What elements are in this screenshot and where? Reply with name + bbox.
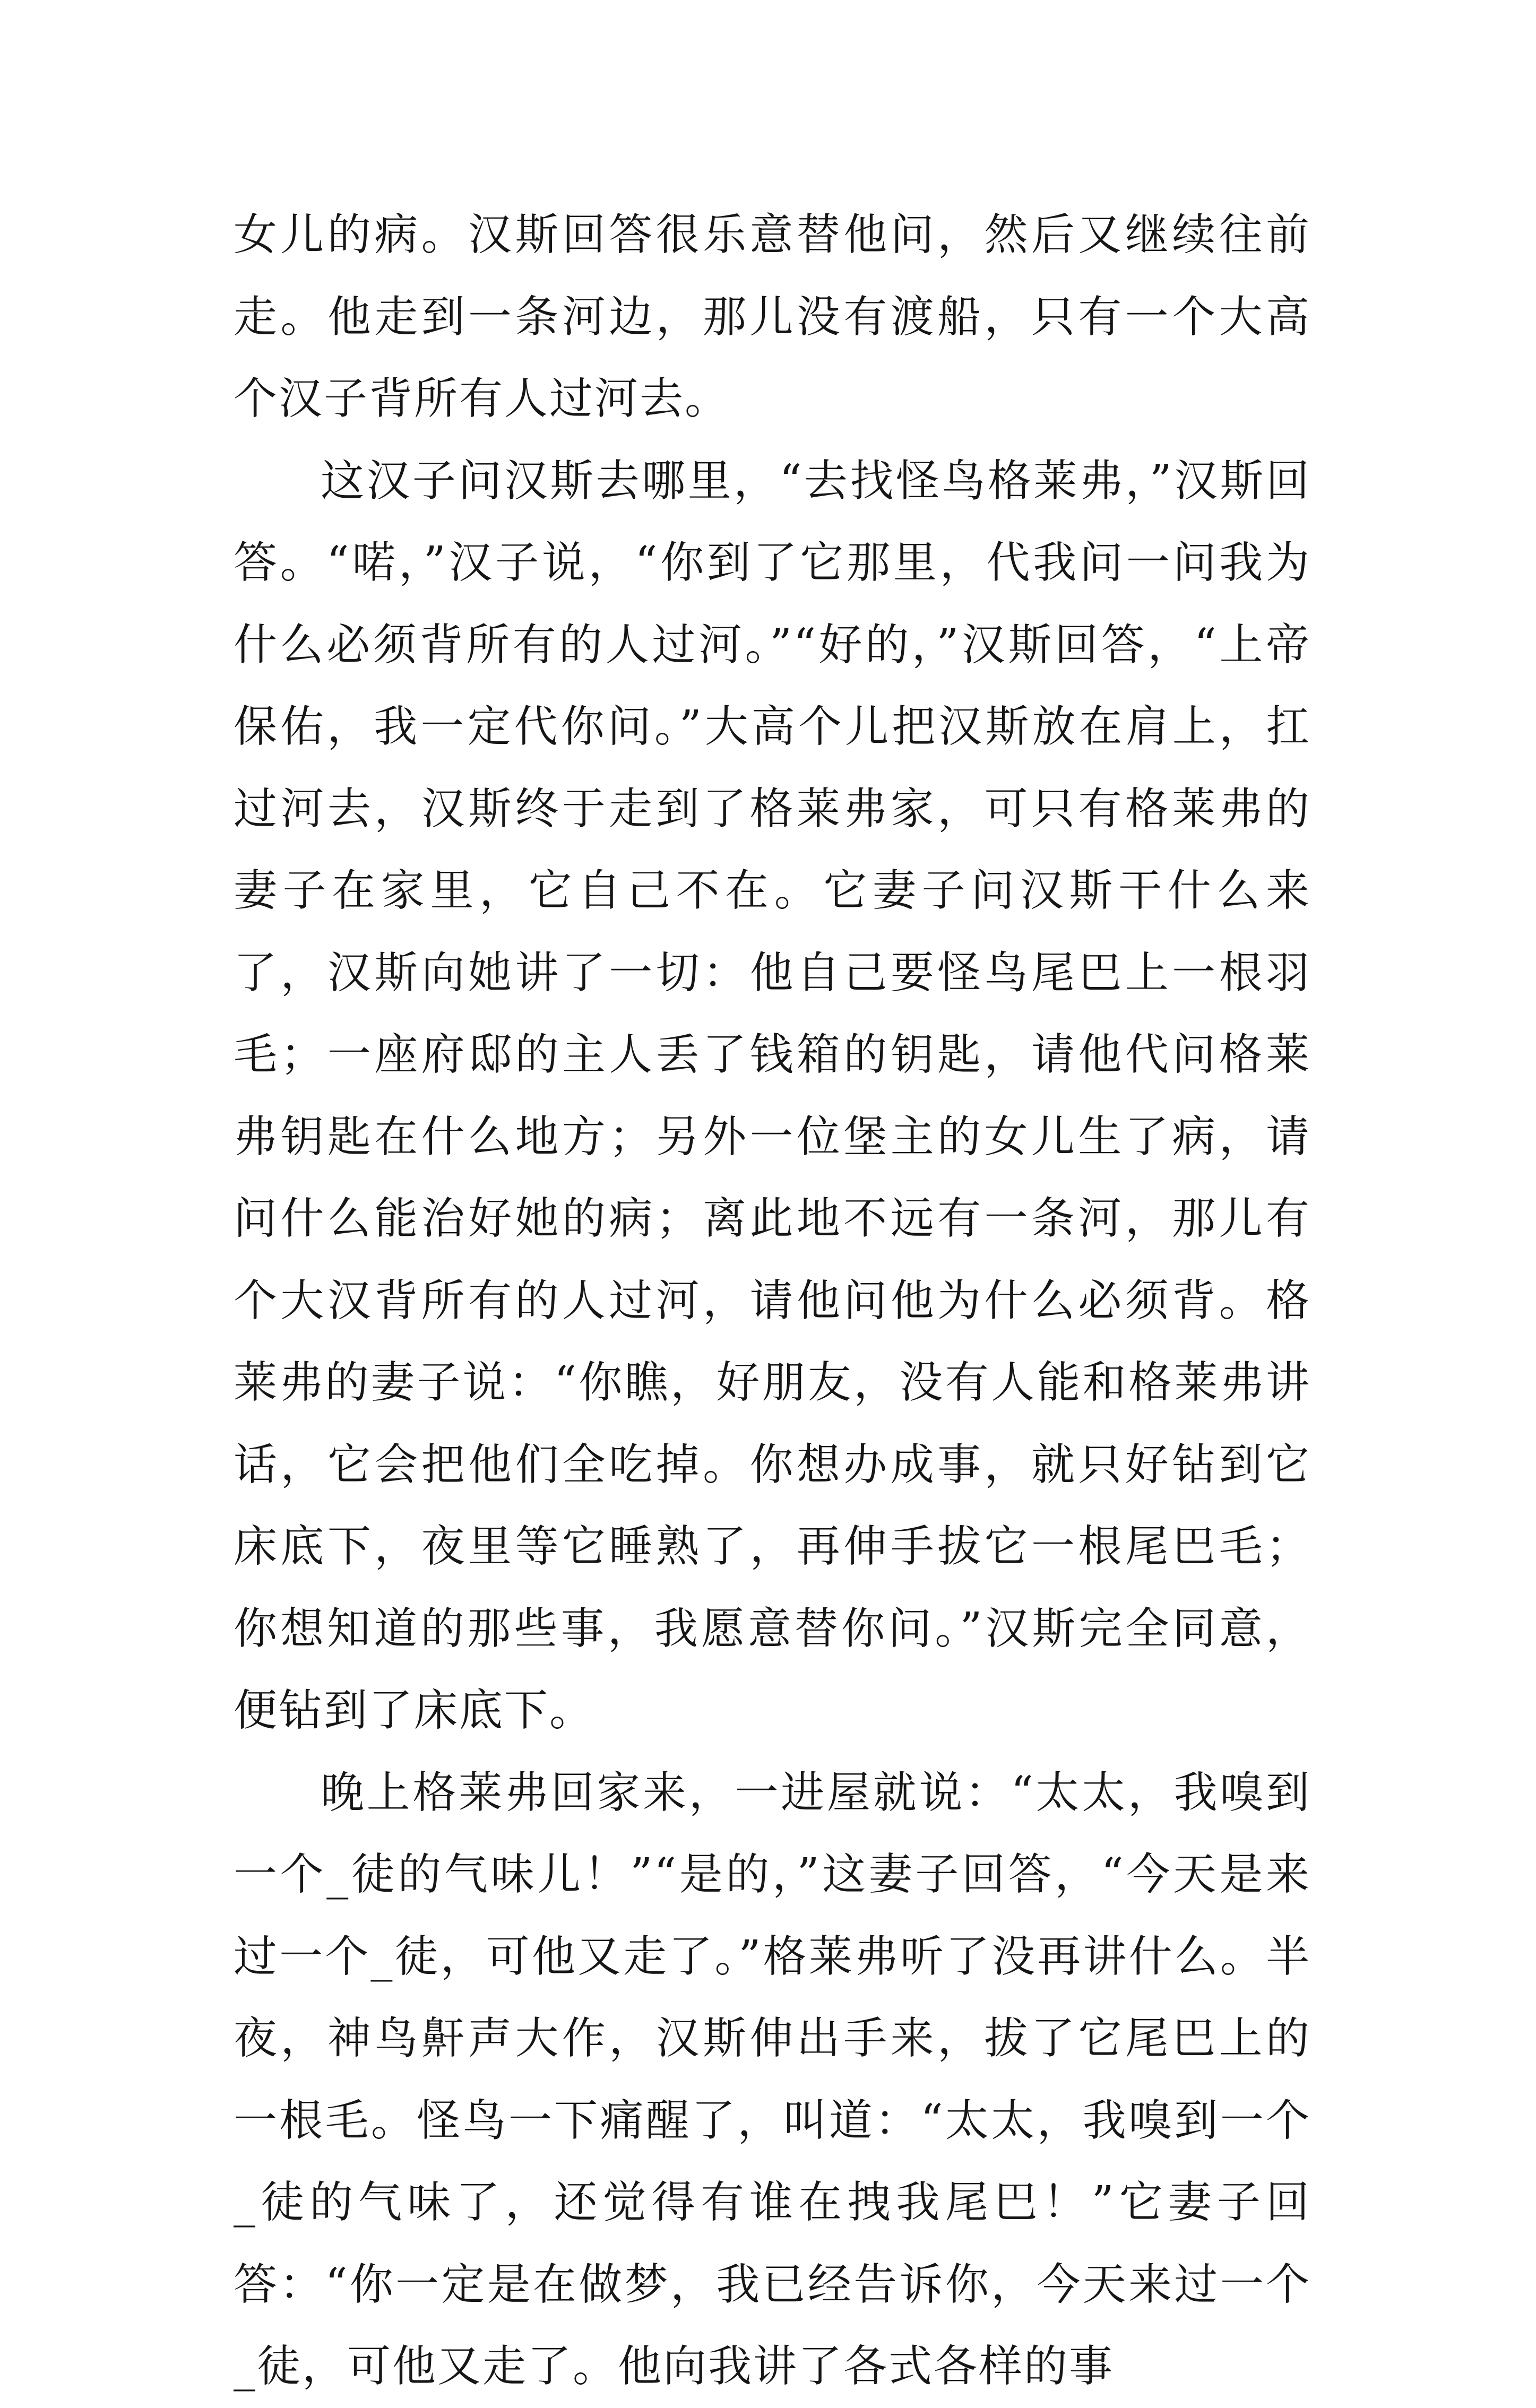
paragraph-3: 晚上格莱弗回家来，一进屋就说：“太太，我嗅到一个_徒的气味儿！”“是的，”这妻子回答，“今天是来过一个_徒，可他又走了。”格莱弗听了没再讲什么。半夜，神鸟鼾声大作，汉斯伸出手来，拔了它尾巴上的一根毛。怪鸟一下痛醒了，叫道：“太太，我嗅到一个_徒的气味了，还觉得有谁在拽我尾巴！”它妻子回答：“你一定是在做梦，我已经告诉你，今天来过一个_徒，可他又走了。他向我讲了各式各样的事 — [234, 1767, 1311, 2392]
paragraph-2: 这汉子问汉斯去哪里，“去找怪鸟格莱弗，”汉斯回答。“喏，”汉子说，“你到了它那里，代我问一问我为什么必须背所有的人过河。”“好的，”汉斯回答，“上帝保佑，我一定代你问。”大高个儿把汉斯放在肩上，扛过河去，汉斯终于走到了格莱弗家，可只有格莱弗的妻子在家里，它自己不在。它妻子问汉斯干什么来了，汉斯向她讲了一切：他自己要怪鸟尾巴上一根羽毛；一座府邸的主人丢了钱箱的钥匙，请他代问格莱弗钥匙在什么地方；另外一位堡主的女儿生了病，请问什么能治好她的病；离此地不远有一条河，那儿有个大汉背所有的人过河，请他问他为什么必须背。格莱弗的妻子说：“你瞧，好朋友，没有人能和格莱弗讲话，它会把他们全吃掉。你想办成事，就只好钻到它床底下，夜里等它睡熟了，再伸手拔它一根尾巴毛；你想知道的那些事，我愿意替你问。”汉斯完全同意，便钻到了床底下。 — [234, 455, 1311, 1736]
body-text — [234, 194, 1311, 2408]
paragraph-1: 女儿的病。汉斯回答很乐意替他问，然后又继续往前走。他走到一条河边，那儿没有渡船，只有一个大高个汉子背所有人过河去。 — [234, 210, 1311, 424]
